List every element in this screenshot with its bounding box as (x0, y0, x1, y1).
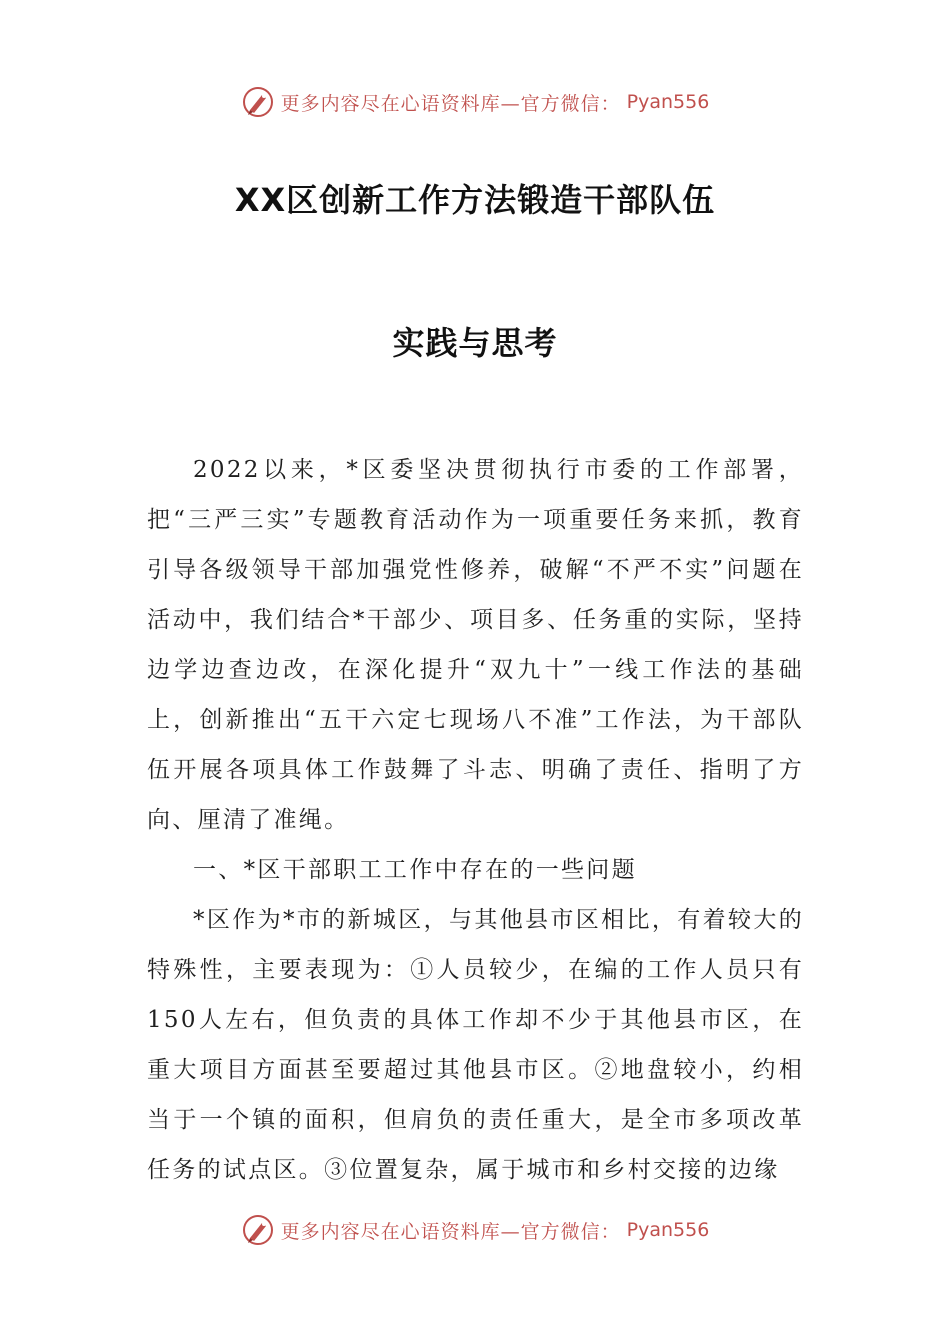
paragraph-intro: 2022以来，*区委坚决贯彻执行市委的工作部署，把“三严三实”专题教育活动作为一项重要任务来抓，教育引导各级领导干部加强党性修养，破解“不严不实”问题在活动中，我们结合*干部少、项目多、任务重的实际，坚持边学边查边改，在深化提升“双九十”一线工作法的基础上，创新推出“五干六定七现场八不准”工作法，为干部队伍开展各项具体工作鼓舞了斗志、明确了责任、指明了方向、厘清了准绳。 (147, 457, 804, 833)
section-heading-1: 一、*区干部职工工作中存在的一些问题 (193, 857, 637, 883)
paragraph-section-1: *区作为*市的新城区，与其他县市区相比，有着较大的特殊性，主要表现为：①人员较少，在编的工作人员只有150人左右，但负责的具体工作却不少于其他县市区，在重大项目方面甚至要超过其他县市区。②地盘较小，约相当于一个镇的面积，但肩负的责任重大，是全市多项改革任务的试点区。③位置复杂，属于城市和乡村交接的边缘 (147, 907, 804, 1183)
watermark-text: 更多内容尽在心语资料库—官方微信： (280, 1220, 621, 1243)
document-title-line2: 实践与思考 (392, 324, 558, 362)
pen-nib-logo-icon (241, 85, 275, 119)
watermark-footer (0, 1208, 950, 1252)
watermark-brand: Pyan556 (626, 91, 710, 113)
watermark-brand: Pyan556 (626, 1219, 710, 1241)
document-body (147, 445, 804, 1195)
document-title-line1: XX区创新工作方法锻造干部队伍 (234, 181, 716, 219)
watermark-text: 更多内容尽在心语资料库—官方微信： (280, 92, 621, 115)
pen-nib-logo-icon (241, 1213, 275, 1247)
watermark-header (0, 80, 950, 124)
